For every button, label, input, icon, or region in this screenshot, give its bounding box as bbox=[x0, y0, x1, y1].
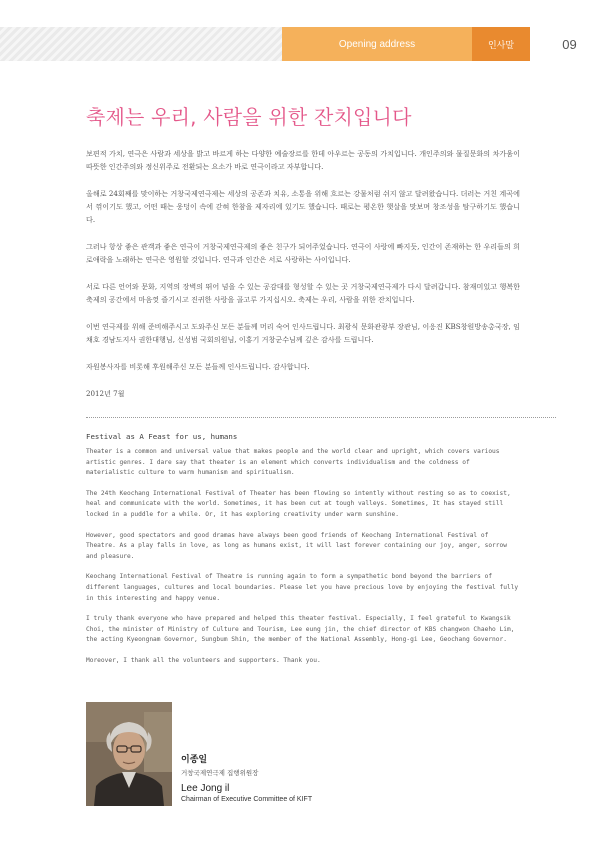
signature-block bbox=[181, 752, 441, 803]
english-paragraph: Theater is a common and universal value that makes people and the world clear and upright, which covers various artistic genres. I dare say that theater is an element which converts individualism and the coldness of materialistic culture to warm humanism and spiritualism. bbox=[86, 448, 500, 477]
chairman-role-ko: 거창국제연극제 집행위원장 bbox=[181, 769, 259, 777]
section-tab-ko: 인사말 bbox=[472, 27, 530, 61]
chairman-role-en: Chairman of Executive Committee of KIFT bbox=[181, 796, 313, 803]
section-divider bbox=[86, 417, 556, 418]
korean-body bbox=[86, 147, 520, 414]
chairman-photo bbox=[86, 702, 172, 806]
english-paragraph: The 24th Keochang International Festival of Theater has been flowing so intently without resting so as to coexist, heal and communicate with the world. Sometimes, it has been cut at tough valleys. Sometimes, It has stayed still locked in a puddle for a while. Or, it has exploring creativity under warm sunshine. bbox=[86, 489, 511, 518]
header-pattern bbox=[0, 27, 282, 61]
portrait-illustration bbox=[86, 702, 172, 806]
chairman-name-en: Lee Jong il bbox=[181, 783, 230, 794]
korean-paragraph: 보편적 가치, 연극은 사람과 세상을 밝고 바르게 하는 다양한 예술장르를 한데 아우르는 공동의 가치입니다. 개인주의와 물질문화의 차가움이 따뜻한 인간주의와 정신위주로 전환되는 요소가 바로 연극이라고 자부합니다. bbox=[86, 149, 520, 171]
section-label-en: Opening address bbox=[282, 27, 472, 61]
korean-paragraph: 이번 연극제를 위해 준비해주시고 도와주신 모든 분들께 머리 숙여 인사드립니다. 최광식 문화관광부 장관님, 이응진 KBS창원방송총국장, 임채호 경남도지사 권한대행님, 신성범 국회의원님, 이홍기 거창군수님께 깊은 감사를 드립니다. bbox=[86, 322, 520, 344]
english-paragraph: Moreover, I thank all the volunteers and supporters. Thank you. bbox=[86, 656, 321, 664]
korean-paragraph: 그러나 항상 좋은 관객과 좋은 연극이 거창국제연극제의 좋은 친구가 되어주었습니다. 연극이 사랑에 빠지듯, 인간이 존재하는 한 우리들의 희로애락을 노래하는 연극은 영원할 것입니다. 연극과 인간은 서로 사랑하는 사이입니다. bbox=[86, 242, 520, 264]
korean-paragraph: 서로 다른 언어와 문화, 지역의 장벽의 뛰어 넘을 수 있는 공감대를 형성할 수 있는 곳 거창국제연극제가 다시 달려갑니다. 참재미있고 행복한 축제의 공간에서 마음껏 즐기시고 진귀한 사랑을 골고루 가지십시오. 축제는 우리, 사람을 위한 잔치입니다. bbox=[86, 282, 520, 304]
korean-paragraph: 자원봉사자를 비롯해 후원해주신 모든 분들께 인사드립니다. 감사합니다. bbox=[86, 362, 310, 371]
english-paragraph: However, good spectators and good dramas have always been good friends of Keochang International Festival of Theatre. As a play falls in love, as long as humans exist, it will last forever containing our joy, anger, sorrow and pleasure. bbox=[86, 531, 507, 560]
korean-paragraph: 올해로 24회째를 맞이하는 거창국제연극제는 세상의 공존과 치유, 소통을 위해 흐르는 강물처럼 쉬지 않고 달려왔습니다. 더러는 거친 계곡에서 꺾이기도 했고, 어떤 때는 웅덩이 속에 갇혀 한참을 제자리에 있기도 했습니다. 때로는 평온한 햇살을 맛보며 창조성을 탐구하기도 했습니다. bbox=[86, 189, 520, 224]
english-paragraph: Keochang International Festival of Theatre is running again to form a sympathetic bond beyond the barriers of different languages, cultures and local boundaries. Please let you have precious love by enjoying the festival fully in this interesting and happy venue. bbox=[86, 573, 519, 602]
english-title: Festival as A Feast for us, humans bbox=[86, 432, 238, 441]
page-title: 축제는 우리, 사람을 위한 잔치입니다 bbox=[86, 105, 412, 129]
page-number: 09 bbox=[562, 36, 577, 52]
chairman-name-ko: 이종일 bbox=[181, 755, 208, 765]
english-paragraph: I truly thank everyone who have prepared and helped this theater festival. Especially, I feel grateful to Kwangsik Choi, the minister of Ministry of Culture and Tourism, Lee eung jin, the chief director of KBS changwon Chaeho Lim, the acting Kyeongnam Governor, Sungbum Shin, the member of the National Assembly, Hong-gi Lee, Geochang Governor. bbox=[86, 615, 515, 644]
korean-date: 2012년 7월 bbox=[86, 389, 125, 398]
page-header bbox=[0, 27, 609, 61]
english-body bbox=[86, 447, 520, 677]
